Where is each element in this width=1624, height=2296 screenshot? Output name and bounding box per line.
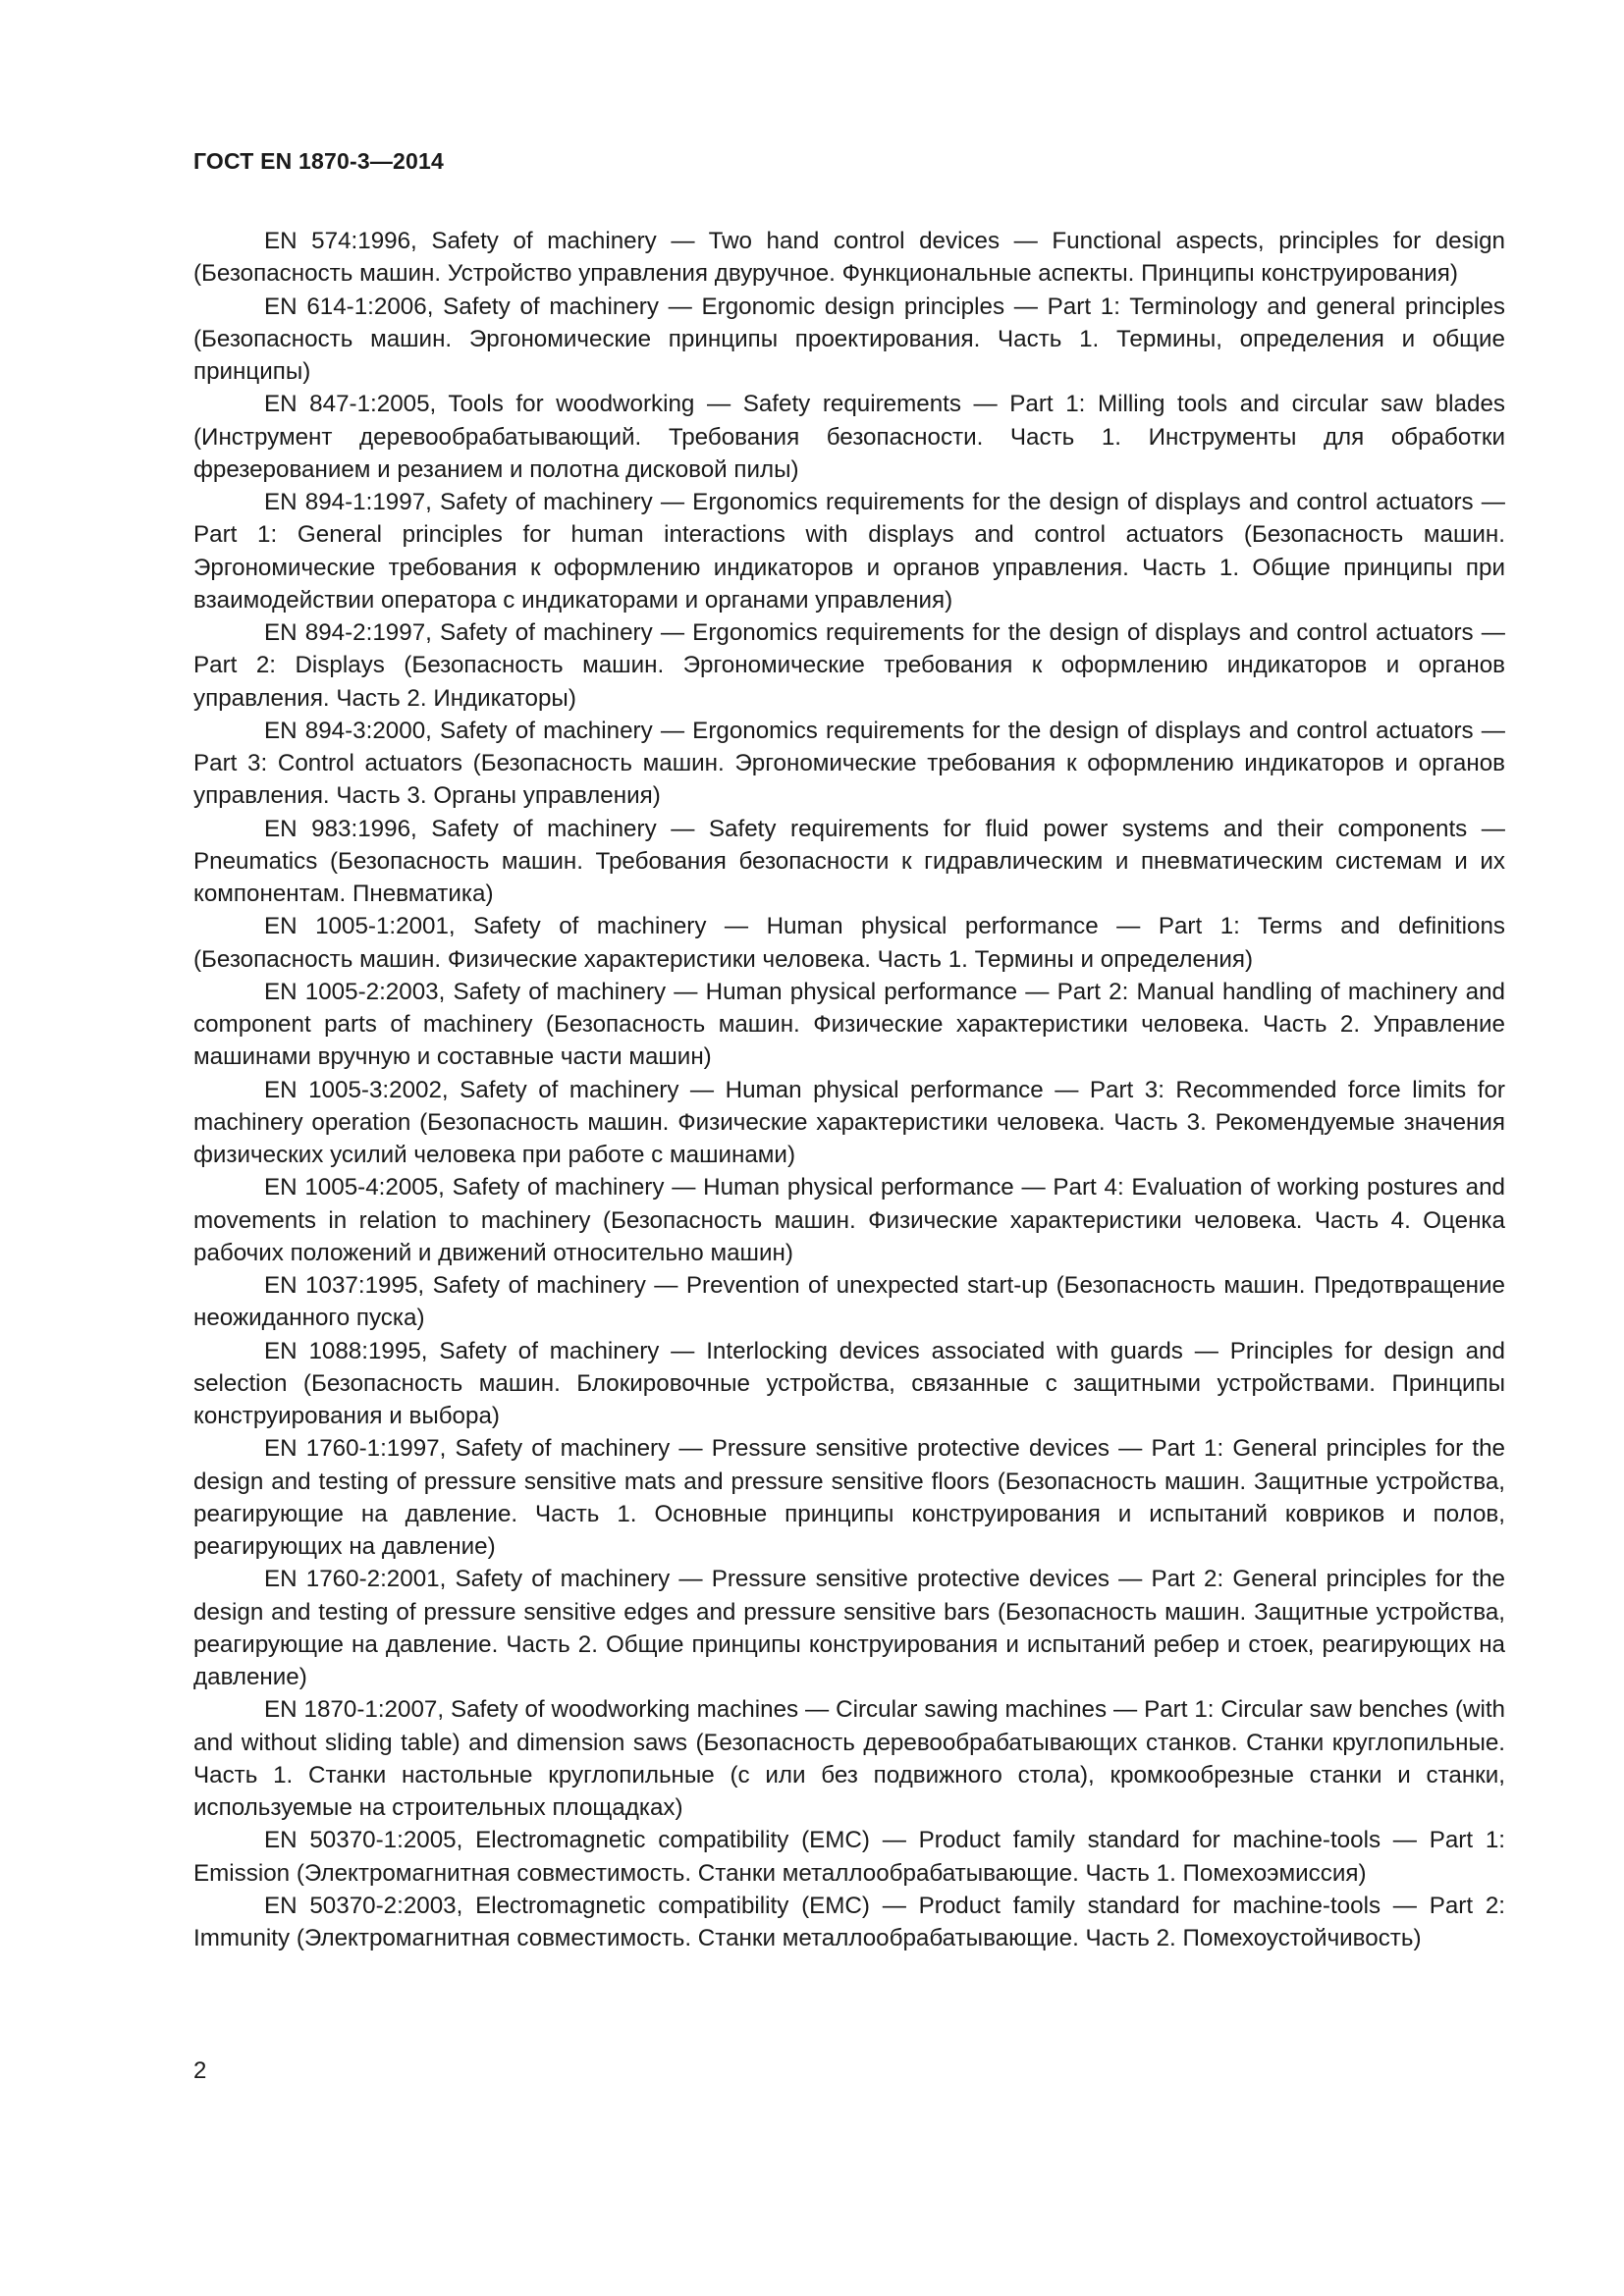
- reference-item: EN 614-1:2006, Safety of machinery — Ergonomic design principles — Part 1: Terminology and general principles (Безопасность машин. Эргономические принципы проектирования. Часть 1. Термины, определения и общие принципы): [193, 293, 1505, 385]
- reference-item: EN 983:1996, Safety of machinery — Safety requirements for fluid power systems and their components — Pneumatics (Безопасность машин. Требования безопасности к гидравлическим и пневматическим системам и их компонентам. Пневматика): [193, 815, 1505, 907]
- reference-item: EN 1760-2:2001, Safety of machinery — Pressure sensitive protective devices — Part 2: General principles for the design and testing of pressure sensitive edges and pressure sensitive bars (Безопасность машин. Защитные устройства, реагирующие на давление. Часть 2. Общие принципы конструирования и испытаний ребер и стоек, реагирующих на давление): [193, 1566, 1505, 1690]
- reference-item: EN 1088:1995, Safety of machinery — Interlocking devices associated with guards — Principles for design and selection (Безопасность машин. Блокировочные устройства, связанные с защитными устройствами. Принципы конструирования и выбора): [193, 1337, 1505, 1429]
- reference-item: EN 574:1996, Safety of machinery — Two hand control devices — Functional aspects, principles for design (Безопасность машин. Устройство управления двуручное. Функциональные аспекты. Принципы конструирования): [193, 228, 1505, 288]
- reference-item: EN 1005-2:2003, Safety of machinery — Human physical performance — Part 2: Manual handling of machinery and component parts of machinery (Безопасность машин. Физические характеристики человека. Часть 2. Управление машинами вручную и составные части машин): [193, 978, 1505, 1071]
- reference-item: EN 1005-4:2005, Safety of machinery — Human physical performance — Part 4: Evaluation of working postures and movements in relation to machinery (Безопасность машин. Физические характеристики человека. Часть 4. Оценка рабочих положений и движений относительно машин): [193, 1174, 1505, 1266]
- reference-item: EN 50370-2:2003, Electromagnetic compatibility (EMC) — Product family standard for machine-tools — Part 2: Immunity (Электромагнитная совместимость. Станки металлообрабатывающие. Часть 2. Помехоустойчивость): [193, 1892, 1505, 1951]
- reference-item: EN 50370-1:2005, Electromagnetic compatibility (EMC) — Product family standard for machine-tools — Part 1: Emission (Электромагнитная совместимость. Станки металлообрабатывающие. Часть 1. Помехоэмиссия): [193, 1827, 1505, 1887]
- reference-item: EN 1005-1:2001, Safety of machinery — Human physical performance — Part 1: Terms and definitions (Безопасность машин. Физические характеристики человека. Часть 1. Термины и определения): [193, 913, 1505, 973]
- reference-item: EN 1005-3:2002, Safety of machinery — Human physical performance — Part 3: Recommended force limits for machinery operation (Безопасность машин. Физические характеристики человека. Часть 3. Рекомендуемые значения физических усилий человека при работе с машинами): [193, 1076, 1505, 1168]
- page-number: 2: [193, 2057, 207, 2084]
- reference-item: EN 894-3:2000, Safety of machinery — Ergonomics requirements for the design of displays and control actuators — Part 3: Control actuators (Безопасность машин. Эргономические требования к оформлению индикаторов и органов управления. Часть 3. Органы управления): [193, 717, 1505, 810]
- reference-item: EN 1760-1:1997, Safety of machinery — Pressure sensitive protective devices — Part 1: General principles for the design and testing of pressure sensitive mats and pressure sensitive floors (Безопасность машин. Защитные устройства, реагирующие на давление. Часть 1. Основные принципы конструирования и испытаний ковриков и полов, реагирующих на давление): [193, 1435, 1505, 1560]
- reference-item: EN 1037:1995, Safety of machinery — Prevention of unexpected start-up (Безопасность машин. Предотвращение неожиданного пуска): [193, 1272, 1505, 1332]
- normative-references-list: [193, 225, 1505, 1954]
- reference-item: EN 1870-1:2007, Safety of woodworking machines — Circular sawing machines — Part 1: Circular saw benches (with and without sliding table) and dimension saws (Безопасность деревообрабатывающих станков. Станки круглопильные. Часть 1. Станки настольные круглопильные (с или без подвижного стола), кромкообрезные станки и станки, используемые на строительных площадках): [193, 1696, 1505, 1821]
- document-header: ГОСТ EN 1870-3—2014: [193, 148, 445, 174]
- reference-item: EN 894-2:1997, Safety of machinery — Ergonomics requirements for the design of displays and control actuators — Part 2: Displays (Безопасность машин. Эргономические требования к оформлению индикаторов и органов управления. Часть 2. Индикаторы): [193, 619, 1505, 712]
- reference-item: EN 894-1:1997, Safety of machinery — Ergonomics requirements for the design of displays and control actuators — Part 1: General principles for human interactions with displays and control actuators (Безопасность машин. Эргономические требования к оформлению индикаторов и органов управления. Часть 1. Общие принципы при взаимодействии оператора с индикаторами и органами управления): [193, 489, 1505, 614]
- reference-item: EN 847-1:2005, Tools for woodworking — Safety requirements — Part 1: Milling tools and circular saw blades (Инструмент деревообрабатывающий. Требования безопасности. Часть 1. Инструменты для обработки фрезерованием и резанием и полотна дисковой пилы): [193, 391, 1505, 483]
